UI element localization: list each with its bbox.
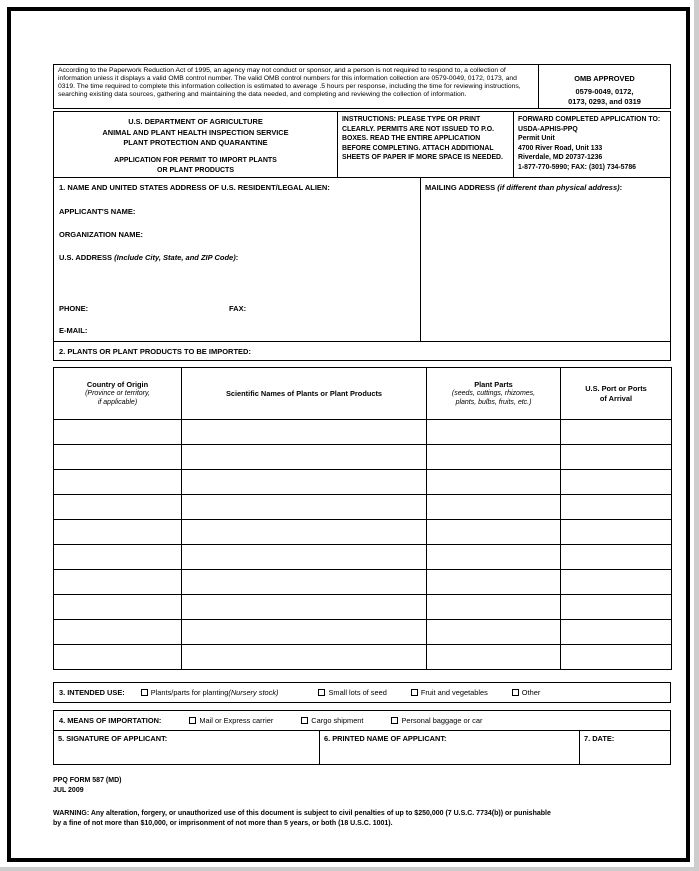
column-header-country-of-origin bbox=[54, 368, 182, 420]
import-table bbox=[53, 367, 672, 670]
agency-dept-line: PLANT PROTECTION AND QUARANTINE bbox=[123, 137, 268, 147]
option-label: Other bbox=[521, 688, 541, 698]
column-subtitle: (seeds, cuttings, rhizomes, bbox=[451, 390, 536, 398]
cell-port-of-arrival[interactable] bbox=[561, 545, 672, 570]
column-subtitle: (Province or territory, bbox=[85, 390, 150, 398]
phone-label: PHONE: bbox=[59, 304, 89, 314]
cell-country-of-origin[interactable] bbox=[54, 470, 182, 495]
form-content bbox=[53, 64, 671, 828]
forward-title: FORWARD COMPLETED APPLICATION TO: bbox=[518, 116, 661, 124]
agency-dept-line: U.S. DEPARTMENT OF AGRICULTURE bbox=[128, 117, 263, 127]
mailing-address-label: MAILING ADDRESS bbox=[425, 183, 498, 193]
cell-port-of-arrival[interactable] bbox=[561, 445, 672, 470]
table-row bbox=[54, 470, 672, 495]
cell-country-of-origin[interactable] bbox=[54, 420, 182, 445]
option-label: Mail or Express carrier bbox=[199, 716, 274, 726]
cell-scientific-names[interactable] bbox=[182, 620, 427, 645]
table-row bbox=[54, 545, 672, 570]
form-title bbox=[62, 156, 329, 175]
cell-country-of-origin[interactable] bbox=[54, 545, 182, 570]
top-row bbox=[53, 64, 671, 109]
fax-label: FAX: bbox=[229, 304, 247, 314]
column-title: Plant Parts bbox=[474, 379, 513, 389]
cell-plant-parts[interactable] bbox=[427, 595, 561, 620]
table-row bbox=[54, 495, 672, 520]
forward-address-line: 4700 River Road, Unit 133 bbox=[518, 144, 603, 152]
cell-scientific-names[interactable] bbox=[182, 420, 427, 445]
table-row bbox=[54, 520, 672, 545]
checkbox-cargo-shipment[interactable] bbox=[301, 717, 308, 724]
section-1-applicant-info bbox=[53, 177, 671, 342]
signature-field[interactable] bbox=[53, 730, 320, 765]
table-row bbox=[54, 645, 672, 670]
us-address-colon: : bbox=[235, 253, 239, 263]
option-label: Personal baggage or car bbox=[401, 716, 483, 726]
section-4-title: 4. MEANS OF IMPORTATION: bbox=[59, 716, 162, 726]
cell-port-of-arrival[interactable] bbox=[561, 595, 672, 620]
cell-country-of-origin[interactable] bbox=[54, 595, 182, 620]
cell-country-of-origin[interactable] bbox=[54, 620, 182, 645]
cell-country-of-origin[interactable] bbox=[54, 570, 182, 595]
section-2-title: 2. PLANTS OR PLANT PRODUCTS TO BE IMPORTED: bbox=[59, 346, 251, 356]
importation-option bbox=[301, 716, 363, 725]
section-3-intended-use bbox=[53, 682, 671, 703]
paperwork-reduction-notice: According to the Paperwork Reduction Act of 1995, an agency may not conduct or sponsor, and a person is not required to respond to, a collection of information unless it displays a valid OMB control number. The valid OMB control numbers for this information collection are 0579-0049, 0172, 0173, and 0319. The time required to complete this information collection is estimated to average .5 hours per response, including the time for reviewing instructions, searching existing data sources, gathering and maintaining the data needed, and completing and reviewing the collection of information. bbox=[53, 64, 539, 109]
option-label: Plants/parts for planting bbox=[150, 688, 229, 698]
checkbox-fruit-and-vegetables[interactable] bbox=[411, 689, 418, 696]
cell-scientific-names[interactable] bbox=[182, 570, 427, 595]
table-header-row bbox=[54, 368, 672, 420]
us-address-note: (Include City, State, and ZIP Code) bbox=[114, 253, 236, 263]
cell-scientific-names[interactable] bbox=[182, 545, 427, 570]
cell-plant-parts[interactable] bbox=[427, 470, 561, 495]
table-row bbox=[54, 570, 672, 595]
printed-name-field[interactable] bbox=[319, 730, 580, 765]
checkbox-other[interactable] bbox=[512, 689, 519, 696]
option-label: Small lots of seed bbox=[328, 688, 387, 698]
cell-port-of-arrival[interactable] bbox=[561, 520, 672, 545]
omb-number-line: 0173, 0293, and 0319 bbox=[568, 97, 641, 107]
column-header-plant-parts bbox=[427, 368, 561, 420]
intended-use-option bbox=[411, 688, 488, 697]
importation-option bbox=[391, 716, 482, 725]
column-title: Scientific Names of Plants or Plant Products bbox=[225, 388, 383, 398]
agency-dept-line: ANIMAL AND PLANT HEALTH INSPECTION SERVICE bbox=[102, 127, 289, 137]
cell-plant-parts[interactable] bbox=[427, 520, 561, 545]
forward-address-line: Riverdale, MD 20737-1236 bbox=[518, 154, 603, 162]
cell-country-of-origin[interactable] bbox=[54, 495, 182, 520]
warning-line: WARNING: Any alteration, forgery, or unauthorized use of this document is subject to civil penalties of up to $250,000 (7 U.S.C. 7734(b)) or punishable bbox=[53, 809, 551, 817]
form-edition-date: JUL 2009 bbox=[53, 786, 84, 794]
option-note: (Nursery stock) bbox=[228, 688, 279, 698]
importation-option bbox=[189, 716, 273, 725]
forward-address-box bbox=[513, 111, 671, 178]
checkbox-plants-for-planting[interactable] bbox=[141, 689, 148, 696]
column-subtitle: plants, bulbs, fruits, etc.) bbox=[455, 399, 532, 407]
cell-plant-parts[interactable] bbox=[427, 420, 561, 445]
cell-port-of-arrival[interactable] bbox=[561, 420, 672, 445]
date-field[interactable] bbox=[579, 730, 671, 765]
column-subtitle: if applicable) bbox=[97, 399, 138, 407]
cell-scientific-names[interactable] bbox=[182, 470, 427, 495]
checkbox-small-lots-of-seed[interactable] bbox=[318, 689, 325, 696]
cell-scientific-names[interactable] bbox=[182, 645, 427, 670]
form-title-line: OR PLANT PRODUCTS bbox=[157, 166, 234, 174]
cell-port-of-arrival[interactable] bbox=[561, 620, 672, 645]
section-2-title-row bbox=[53, 341, 671, 361]
forward-address-line: 1-877-770-5990; FAX: (301) 734-5786 bbox=[518, 163, 636, 171]
forward-address-line: Permit Unit bbox=[518, 135, 555, 143]
checkbox-mail-or-express-carrier[interactable] bbox=[189, 717, 196, 724]
warning-text bbox=[53, 809, 671, 829]
cell-port-of-arrival[interactable] bbox=[561, 645, 672, 670]
column-header-scientific-names bbox=[182, 368, 427, 420]
column-title: U.S. Port or Ports bbox=[585, 384, 647, 394]
intended-use-option bbox=[318, 688, 386, 697]
agency-header bbox=[53, 111, 338, 178]
cell-plant-parts[interactable] bbox=[427, 545, 561, 570]
form-title-line: APPLICATION FOR PERMIT TO IMPORT PLANTS bbox=[114, 157, 277, 165]
table-row bbox=[54, 445, 672, 470]
cell-country-of-origin[interactable] bbox=[54, 445, 182, 470]
cell-plant-parts[interactable] bbox=[427, 495, 561, 520]
section-1-left[interactable] bbox=[54, 178, 421, 341]
page-border-frame bbox=[7, 7, 690, 862]
mailing-address-note: (if different than physical address) bbox=[497, 183, 620, 193]
table-row bbox=[54, 595, 672, 620]
instructions-box: INSTRUCTIONS: PLEASE TYPE OR PRINT CLEARLY. PERMITS ARE NOT ISSUED TO P.O. BOXES. READ THE ENTIRE APPLICATION BEFORE COMPLETING. ATTACH ADDITIONAL SHEETS OF PAPER IF MORE SPACE IS NEEDED. bbox=[337, 111, 514, 178]
signature-row bbox=[53, 730, 671, 765]
warning-line: by a fine of not more than $10,000, or imprisonment of not more than 5 years, or both (18 U.S.C. 1001). bbox=[53, 819, 393, 827]
column-title: Country of Origin bbox=[86, 379, 149, 389]
cell-plant-parts[interactable] bbox=[427, 620, 561, 645]
mailing-address-colon: : bbox=[619, 183, 623, 193]
section-1-title: 1. NAME AND UNITED STATES ADDRESS OF U.S. RESIDENT/LEGAL ALIEN: bbox=[59, 183, 330, 193]
email-label: E-MAIL: bbox=[59, 326, 88, 336]
us-address-label-text: U.S. ADDRESS bbox=[59, 253, 115, 263]
mailing-address-area[interactable] bbox=[421, 178, 670, 341]
option-label: Cargo shipment bbox=[311, 716, 364, 726]
cell-country-of-origin[interactable] bbox=[54, 645, 182, 670]
header-row bbox=[53, 111, 671, 178]
checkbox-personal-baggage-or-car[interactable] bbox=[391, 717, 398, 724]
omb-number-line: 0579-0049, 0172, bbox=[575, 86, 634, 96]
cell-scientific-names[interactable] bbox=[182, 495, 427, 520]
option-label: Fruit and vegetables bbox=[420, 688, 488, 698]
cell-scientific-names[interactable] bbox=[182, 445, 427, 470]
section-3-title: 3. INTENDED USE: bbox=[59, 688, 125, 698]
form-number: PPQ FORM 587 (MD) bbox=[53, 777, 122, 785]
section-4-means-of-importation bbox=[53, 710, 671, 731]
omb-approved-box bbox=[538, 64, 671, 109]
signature-label: 5. SIGNATURE OF APPLICANT: bbox=[58, 734, 168, 744]
cell-plant-parts[interactable] bbox=[427, 645, 561, 670]
form-number-block bbox=[53, 776, 671, 796]
forward-address-line: USDA-APHIS-PPQ bbox=[518, 125, 578, 133]
cell-scientific-names[interactable] bbox=[182, 520, 427, 545]
cell-plant-parts[interactable] bbox=[427, 570, 561, 595]
intended-use-option bbox=[512, 688, 540, 697]
table-row bbox=[54, 620, 672, 645]
us-address-label bbox=[59, 253, 415, 262]
applicant-name-label: APPLICANT'S NAME: bbox=[59, 207, 136, 217]
printed-name-label: 6. PRINTED NAME OF APPLICANT: bbox=[324, 734, 447, 744]
omb-approved-title: OMB APPROVED bbox=[574, 74, 635, 83]
table-row bbox=[54, 420, 672, 445]
cell-scientific-names[interactable] bbox=[182, 595, 427, 620]
cell-country-of-origin[interactable] bbox=[54, 520, 182, 545]
cell-port-of-arrival[interactable] bbox=[561, 470, 672, 495]
organization-name-label: ORGANIZATION NAME: bbox=[59, 230, 144, 240]
cell-port-of-arrival[interactable] bbox=[561, 495, 672, 520]
column-header-port-of-arrival bbox=[561, 368, 672, 420]
date-label: 7. DATE: bbox=[584, 734, 615, 744]
intended-use-option bbox=[141, 688, 279, 697]
cell-port-of-arrival[interactable] bbox=[561, 570, 672, 595]
phone-fax-row bbox=[59, 304, 415, 313]
cell-plant-parts[interactable] bbox=[427, 445, 561, 470]
column-title: of Arrival bbox=[599, 393, 633, 403]
